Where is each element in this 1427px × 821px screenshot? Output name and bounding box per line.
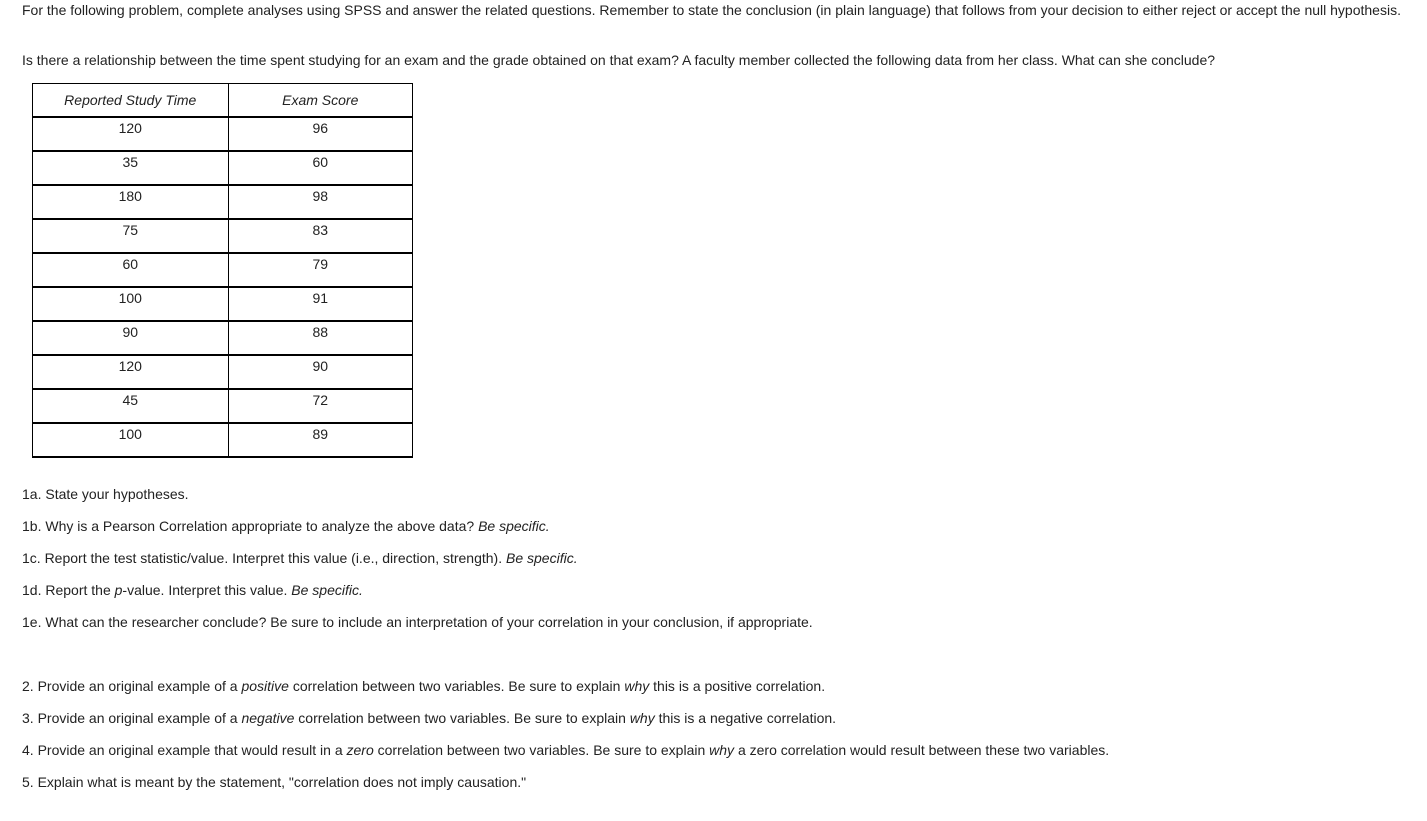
question-1c-emphasis: Be specific.: [506, 550, 578, 566]
cell-exam-score: 79: [228, 253, 412, 287]
question-1d-p-italic: p: [114, 582, 123, 598]
table-row: [33, 219, 413, 253]
data-table: [32, 83, 413, 458]
question-1a: 1a. State your hypotheses.: [22, 486, 189, 502]
question-5: 5. Explain what is meant by the statement, "correlation does not imply causation.": [22, 774, 527, 790]
table-header-row: [33, 84, 413, 118]
table-row: [33, 389, 413, 423]
question-1d-text-2: -value. Interpret this value.: [122, 582, 292, 598]
cell-exam-score: 98: [228, 185, 412, 219]
document: [22, 2, 1422, 790]
question-2-text-2: correlation between two variables. Be sure to explain: [288, 678, 625, 694]
cell-study-time: 75: [33, 219, 229, 253]
table-row: [33, 185, 413, 219]
cell-exam-score: 88: [228, 321, 412, 355]
question-2-positive: positive: [241, 678, 289, 694]
table-row: [33, 355, 413, 389]
cell-exam-score: 96: [228, 117, 412, 151]
question-4-text-3: a zero correlation would result between these two variables.: [734, 742, 1110, 758]
cell-exam-score: 72: [228, 389, 412, 423]
question-1d-emphasis: Be specific.: [291, 582, 363, 598]
question-1b: [22, 518, 550, 535]
table-row: [33, 287, 413, 321]
cell-exam-score: 83: [228, 219, 412, 253]
question-3-why: why: [629, 710, 655, 726]
table-row: [33, 151, 413, 185]
cell-study-time: 120: [33, 117, 229, 151]
table-row: [33, 423, 413, 457]
question-1b-text: 1b. Why is a Pearson Correlation appropriate to analyze the above data?: [22, 518, 479, 534]
cell-study-time: 120: [33, 355, 229, 389]
table-row: [33, 253, 413, 287]
question-2-text-3: this is a positive correlation.: [649, 678, 826, 694]
table-row: [33, 117, 413, 151]
question-4-text: 4. Provide an original example that would result in a: [22, 742, 347, 758]
cell-study-time: 90: [33, 321, 229, 355]
question-2: [22, 678, 825, 695]
research-question: Is there a relationship between the time spent studying for an exam and the grade obtained on that exam? A faculty member collected the following data from her class. What can she conclude?: [22, 52, 1216, 68]
question-3-text-2: correlation between two variables. Be sure to explain: [294, 710, 630, 726]
cell-exam-score: 60: [228, 151, 412, 185]
question-4: [22, 742, 1109, 759]
question-2-why: why: [624, 678, 650, 694]
cell-study-time: 45: [33, 389, 229, 423]
question-4-text-2: correlation between two variables. Be sure to explain: [373, 742, 710, 758]
question-1d-text: 1d. Report the: [22, 582, 115, 598]
cell-study-time: 180: [33, 185, 229, 219]
question-2-text: 2. Provide an original example of a: [22, 678, 242, 694]
question-1c: [22, 550, 578, 567]
cell-exam-score: 91: [228, 287, 412, 321]
question-3: [22, 710, 836, 727]
cell-study-time: 100: [33, 423, 229, 457]
cell-study-time: 60: [33, 253, 229, 287]
cell-exam-score: 90: [228, 355, 412, 389]
question-1d: [22, 582, 363, 599]
intro-paragraph: For the following problem, complete analyses using SPSS and answer the related questions. Remember to state the conclusion (in plain language) that follows from your decision to either reject or accept the null hypothesis.: [22, 2, 1401, 18]
question-4-why: why: [709, 742, 735, 758]
cell-study-time: 35: [33, 151, 229, 185]
header-exam-score: Exam Score: [228, 84, 412, 118]
table-row: [33, 321, 413, 355]
question-1b-emphasis: Be specific.: [478, 518, 550, 534]
question-3-text: 3. Provide an original example of a: [22, 710, 242, 726]
cell-study-time: 100: [33, 287, 229, 321]
question-4-zero: zero: [346, 742, 374, 758]
header-study-time: Reported Study Time: [33, 84, 229, 118]
question-1e: 1e. What can the researcher conclude? Be sure to include an interpretation of your correlation in your conclusion, if appropriate.: [22, 614, 813, 630]
question-3-text-3: this is a negative correlation.: [654, 710, 837, 726]
question-1c-text: 1c. Report the test statistic/value. Interpret this value (i.e., direction, strength).: [22, 550, 506, 566]
question-3-negative: negative: [241, 710, 295, 726]
cell-exam-score: 89: [228, 423, 412, 457]
